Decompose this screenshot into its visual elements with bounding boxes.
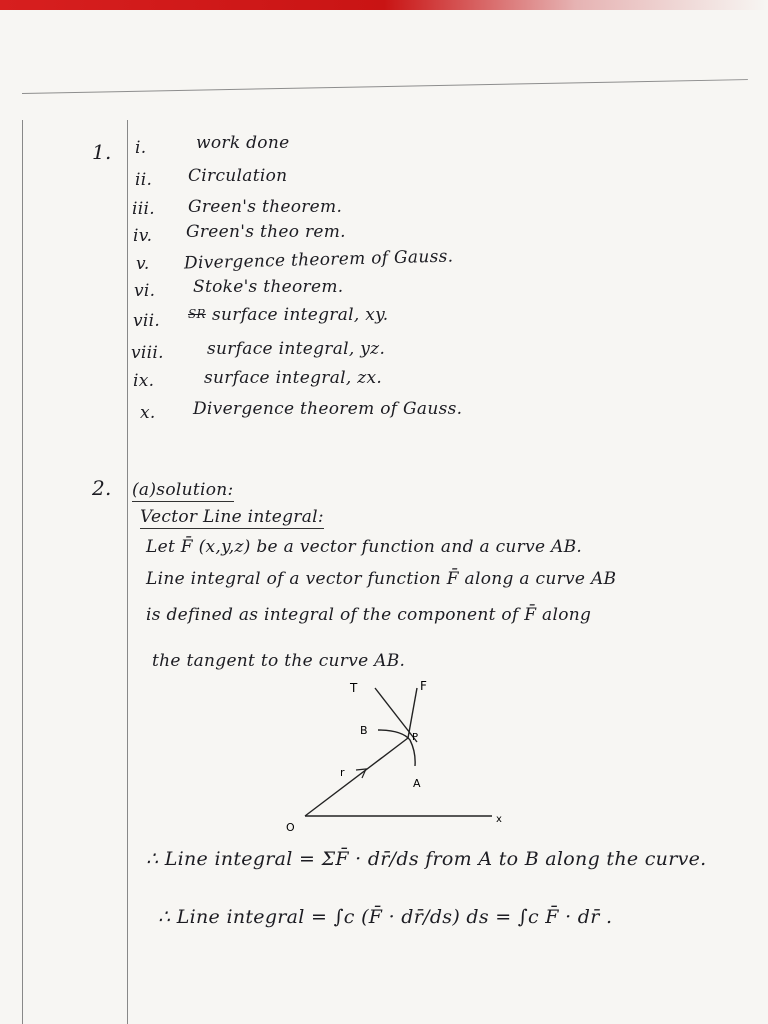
q1-item-10-num: x. bbox=[140, 403, 156, 423]
q1-item-1-num: i. bbox=[135, 138, 147, 158]
q1-item-3-num: iii. bbox=[132, 199, 155, 219]
top-rule-line bbox=[22, 79, 748, 94]
q1-item-7-strikeout: SR bbox=[188, 307, 206, 321]
q1-item-3-text: Green's theorem. bbox=[188, 197, 343, 217]
q1-item-2-num: ii. bbox=[135, 170, 153, 190]
q2-part-label: (a)solution: bbox=[132, 480, 234, 500]
q1-item-6-num: vi. bbox=[134, 281, 156, 301]
label-r: r bbox=[340, 766, 345, 779]
q2-text-line-2: Line integral of a vector function F̄ along a curve AB bbox=[146, 569, 617, 589]
q2-text-line-1: Let F̄ (x,y,z) be a vector function and a curve AB. bbox=[146, 537, 583, 557]
q1-item-5-text: Divergence theorem of Gauss. bbox=[183, 246, 454, 274]
q1-item-2-text: Circulation bbox=[188, 166, 288, 186]
q1-item-5-num: v. bbox=[136, 254, 150, 274]
label-a: A bbox=[413, 777, 421, 790]
q1-item-9-text: surface integral, zx. bbox=[204, 368, 383, 388]
q2-text-line-3: is defined as integral of the component of F̄ along bbox=[146, 605, 592, 625]
label-f: F bbox=[420, 679, 427, 693]
curve-ab bbox=[378, 730, 415, 766]
position-vector-line bbox=[305, 738, 408, 816]
q1-item-9-num: ix. bbox=[133, 371, 155, 391]
q1-item-7-num: vii. bbox=[133, 311, 161, 331]
tangent-line bbox=[375, 688, 417, 742]
label-x: x bbox=[496, 814, 502, 825]
line-integral-diagram bbox=[270, 670, 520, 840]
q1-item-1-text: work done bbox=[196, 133, 290, 153]
label-o: O bbox=[286, 821, 295, 834]
q1-item-10-text: Divergence theorem of Gauss. bbox=[193, 399, 463, 419]
left-margin-line bbox=[22, 120, 23, 1024]
equation-2: ∴ Line integral = ∫c (F̄ · dr̄/ds) ds = ∫c F̄ · dr̄ . bbox=[158, 906, 613, 928]
equation-1: ∴ Line integral = ΣF̄ · dr̄/ds from A to B along the curve. bbox=[146, 848, 707, 870]
label-b: B bbox=[360, 724, 368, 737]
q1-number: 1. bbox=[92, 140, 112, 164]
force-vector-line bbox=[408, 688, 417, 738]
q1-item-6-text: Stoke's theorem. bbox=[193, 277, 344, 297]
label-t: T bbox=[350, 681, 358, 695]
label-p: P bbox=[412, 732, 419, 743]
q1-item-7-text: surface integral, xy. bbox=[212, 305, 389, 325]
q2-heading: Vector Line integral: bbox=[140, 507, 324, 527]
q1-item-4-num: iv. bbox=[133, 226, 153, 246]
red-page-edge bbox=[0, 0, 768, 10]
q1-item-4-text: Green's theo rem. bbox=[186, 222, 346, 242]
q1-item-8-text: surface integral, yz. bbox=[207, 339, 386, 359]
q2-number: 2. bbox=[92, 476, 112, 500]
q1-item-8-num: viii. bbox=[131, 343, 164, 363]
q2-text-line-4: the tangent to the curve AB. bbox=[152, 651, 406, 671]
numbering-margin-line bbox=[127, 120, 128, 1024]
